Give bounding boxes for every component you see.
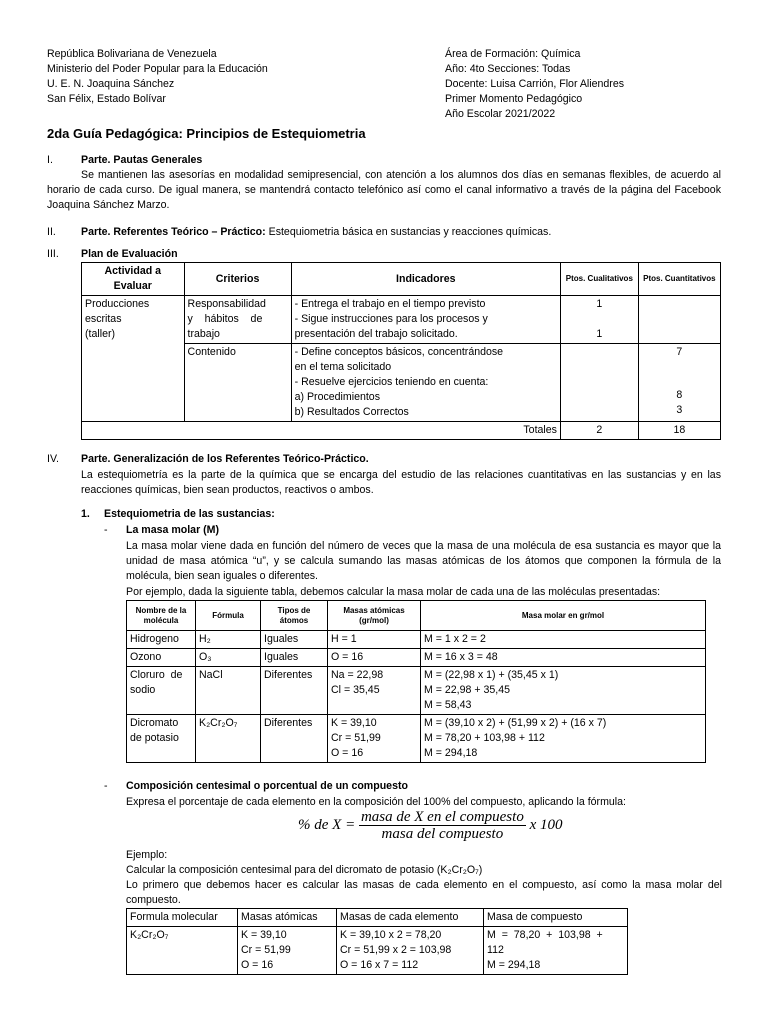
col-atomic-masses: Masas atómicas: [238, 909, 337, 927]
mass-line: Na = 22,98: [331, 669, 384, 681]
name-line: Cloruro de: [130, 669, 183, 681]
molar-mass: M = 16 x 3 = 48: [421, 649, 706, 667]
molar-mass: [421, 667, 706, 715]
quantitative-value: 8: [676, 389, 683, 401]
page-title: 2da Guía Pedagógica: Principios de Estequiometria: [47, 126, 366, 141]
subsection-1-heading: [81, 507, 721, 522]
col-indicators: Indicadores: [291, 263, 560, 296]
molar-line: M = (22,98 x 1) + (35,45 x 1): [424, 669, 559, 681]
col-compound-mass: Masa de compuesto: [484, 909, 628, 927]
element-mass-line: Cr = 51,99 x 2 = 103,98: [340, 944, 452, 956]
molecule-name: Ozono: [127, 649, 196, 667]
header-right-line: Primer Momento Pedagógico: [445, 93, 583, 105]
part2-text: Estequiometria básica en sustancias y reacciones químicas.: [265, 226, 552, 238]
atomic-masses-cell: [238, 927, 337, 975]
criteria-line: trabajo: [187, 328, 220, 340]
molecule-name: [127, 667, 196, 715]
indicator-line: - Sigue instrucciones para los procesos y: [294, 313, 488, 325]
header-left-line: U. E. N. Joaquina Sánchez: [47, 78, 175, 90]
criteria-line: Responsabilidad: [187, 298, 266, 310]
molecule-name: [127, 715, 196, 763]
activity-line: escritas: [85, 313, 122, 325]
mass-line: K = 39,10: [331, 717, 377, 729]
part3-title: Plan de Evaluación: [81, 248, 178, 260]
activity-line: (taller): [85, 328, 116, 340]
header-right: [445, 47, 624, 122]
compound-line: 112: [487, 944, 504, 956]
atomic-mass: [328, 715, 421, 763]
part1-title: Parte. Pautas Generales: [81, 154, 203, 166]
qualitative-value: 1: [596, 298, 603, 310]
qualitative-cell: [560, 344, 638, 422]
atomic-mass: O = 16: [328, 649, 421, 667]
indicator-line: a) Procedimientos: [294, 391, 380, 403]
bullet-dash: -: [104, 780, 108, 792]
atom-type: Diferentes: [261, 667, 328, 715]
quantitative-value: 7: [676, 346, 683, 358]
col-qualitative: Ptos. Cualitativos: [560, 263, 638, 296]
composition-table: [126, 908, 628, 975]
molar-line: M = 78,20 + 103,98 + 112: [424, 732, 545, 744]
subsection-1-title: Estequiometria de las sustancias:: [104, 508, 275, 520]
formula-left: % de X =: [298, 817, 356, 833]
evaluation-table: [81, 262, 721, 440]
table-row: [127, 649, 706, 667]
molar-line: M = 58,43: [424, 699, 472, 711]
molecule-formula: NaCl: [196, 667, 261, 715]
percent-formula: [298, 809, 563, 842]
part3-num: III.: [47, 248, 59, 260]
formula-numerator: masa de X en el compuesto: [360, 809, 524, 825]
name-line: de potasio: [130, 732, 179, 744]
totals-label: Totales: [82, 422, 561, 440]
indicators-cell: [291, 344, 560, 422]
subsection-1-num: 1.: [81, 508, 90, 520]
example-text: Calcular la composición centesimal para del dicromato de potasio (K₂Cr₂O₇): [126, 864, 483, 876]
element-mass-line: K = 39,10 x 2 = 78,20: [340, 929, 442, 941]
qualitative-cell: [560, 296, 638, 344]
example-text-2: Lo primero que debemos hacer es calcular las masas de cada elemento en el compuesto, así como la masa molar del compuesto.: [126, 879, 722, 906]
formula-fraction: [359, 809, 526, 842]
col-formula: Formula molecular: [127, 909, 238, 927]
col-molecule-name: Nombre de la molécula: [127, 601, 196, 631]
table-row: [127, 715, 706, 763]
part4-num: IV.: [47, 453, 59, 465]
atomic-mass: [328, 667, 421, 715]
indicator-line: - Entrega el trabajo en el tiempo previsto: [294, 298, 486, 310]
compound-line: M = 294,18: [487, 959, 541, 971]
col-element-masses: Masas de cada elemento: [337, 909, 484, 927]
element-masses-cell: [337, 927, 484, 975]
part4-heading: [47, 452, 727, 467]
part2-heading: [47, 225, 727, 240]
table-row: [127, 927, 628, 975]
molar-mass-text: La masa molar viene dada en función del número de veces que la masa de una molécula de esa sustancia es mayor que la unidad de masa atómica “u”, y se calcula sumando las masas atómicas de los átomos que componen la fórmula de la molécula, bien sean iguales o diferentes.: [126, 540, 721, 582]
molar-mass-example: Por ejemplo, dada la siguiente tabla, debemos calcular la masa molar de cada una de las moléculas presentadas:: [126, 586, 661, 598]
header-left-line: República Bolivariana de Venezuela: [47, 48, 217, 60]
mass-line: Cr = 51,99: [331, 732, 381, 744]
molar-mass-table: [126, 600, 706, 763]
quantitative-cell: [638, 296, 720, 344]
indicator-line: presentación del trabajo solicitado.: [294, 328, 458, 340]
atom-type: Iguales: [261, 649, 328, 667]
molar-line: M = (39,10 x 2) + (51,99 x 2) + (16 x 7): [424, 717, 607, 729]
qualitative-value: 1: [596, 328, 603, 340]
mass-line: O = 16: [241, 959, 274, 971]
table-row: [127, 631, 706, 649]
molar-line: M = 294,18: [424, 747, 478, 759]
molar-line: M = 22,98 + 35,45: [424, 684, 510, 696]
formula-cell: K₂Cr₂O₇: [127, 927, 238, 975]
table-row: [127, 667, 706, 715]
indicator-line: - Resuelve ejercicios teniendo en cuenta:: [294, 376, 489, 388]
molar-mass-heading: [104, 523, 724, 538]
activity-line: Producciones: [85, 298, 150, 310]
activity-cell: [82, 296, 185, 422]
col-formula: Fórmula: [196, 601, 261, 631]
col-atom-types: Tipos de átomos: [261, 601, 328, 631]
example-label: Ejemplo:: [126, 849, 168, 861]
composition-text: Expresa el porcentaje de cada elemento en la composición del 100% del compuesto, aplicando la fórmula:: [126, 796, 626, 808]
name-line: Dicromato: [130, 717, 179, 729]
molar-mass: [421, 715, 706, 763]
col-molar-mass: Masa molar en gr/mol: [421, 601, 706, 631]
indicator-line: - Define conceptos básicos, concentrándose: [294, 346, 504, 358]
col-activity: Actividad a Evaluar: [82, 263, 185, 296]
total-quantitative: 18: [638, 422, 720, 440]
col-atomic-masses: Masas atómicas (gr/mol): [328, 601, 421, 631]
formula-right: x 100: [529, 817, 563, 833]
col-quantitative: Ptos. Cuantitativos: [638, 263, 720, 296]
formula-denominator: masa del compuesto: [381, 826, 504, 842]
total-qualitative: 2: [560, 422, 638, 440]
col-criteria: Criterios: [184, 263, 291, 296]
part1-text: Se mantienen las asesorías en modalidad semipresencial, con atención a los alumnos dos días en semanas flexibles, de acuerdo al horario de cada curso. De igual manera, se mantendrá contacto telefónico así como el canal informativo a través de la página del Facebook Joaquina Sánchez Marzo.: [47, 169, 721, 211]
part2-num: II.: [47, 226, 56, 238]
indicator-line: en el tema solicitado: [294, 361, 392, 373]
compound-mass-cell: [484, 927, 628, 975]
table-header-row: [82, 263, 721, 296]
indicators-cell: [291, 296, 560, 344]
indicator-line: b) Resultados Correctos: [294, 406, 409, 418]
criteria-cell: Contenido: [184, 344, 291, 422]
header-left-line: San Félix, Estado Bolívar: [47, 93, 166, 105]
part4-text: La estequiometría es la parte de la química que se encarga del estudio de las relaciones cuantitativas en las sustancias y en las reacciones químicas, bien sean productos, reactivos o ambos.: [81, 469, 721, 496]
molecule-formula: O₃: [196, 649, 261, 667]
molar-mass-title: La masa molar (M): [126, 524, 220, 536]
molecule-formula: H₂: [196, 631, 261, 649]
table-row: [82, 296, 721, 344]
atom-type: Iguales: [261, 631, 328, 649]
part4-title: Parte. Generalización de los Referentes Teórico-Práctico.: [81, 453, 369, 465]
mass-line: Cl = 35,45: [331, 684, 380, 696]
bullet-dash: -: [104, 524, 108, 536]
element-mass-line: O = 16 x 7 = 112: [340, 959, 419, 971]
atom-type: Diferentes: [261, 715, 328, 763]
compound-line: M = 78,20 + 103,98 +: [487, 929, 603, 941]
part1-heading: [47, 153, 727, 168]
header-left: [47, 47, 268, 107]
table-header-row: [127, 601, 706, 631]
part3-heading: [47, 247, 727, 262]
molar-mass: M = 1 x 2 = 2: [421, 631, 706, 649]
composition-heading: [104, 779, 724, 794]
part1-num: I.: [47, 154, 53, 166]
molecule-formula: K₂Cr₂O₇: [196, 715, 261, 763]
header-left-line: Ministerio del Poder Popular para la Educación: [47, 63, 268, 75]
criteria-line: y hábitos de: [187, 313, 263, 325]
header-right-line: Área de Formación: Química: [445, 48, 581, 60]
header-right-line: Año Escolar 2021/2022: [445, 108, 556, 120]
mass-line: Cr = 51,99: [241, 944, 291, 956]
totals-row: [82, 422, 721, 440]
composition-title: Composición centesimal o porcentual de un compuesto: [126, 780, 408, 792]
part2-title: Parte. Referentes Teórico – Práctico:: [81, 226, 266, 238]
header-right-line: Docente: Luisa Carrión, Flor Aliendres: [445, 78, 625, 90]
atomic-mass: H = 1: [328, 631, 421, 649]
quantitative-cell: [638, 344, 720, 422]
criteria-cell: [184, 296, 291, 344]
mass-line: K = 39,10: [241, 929, 287, 941]
table-header-row: [127, 909, 628, 927]
name-line: sodio: [130, 684, 156, 696]
quantitative-value: 3: [676, 404, 683, 416]
mass-line: O = 16: [331, 747, 364, 759]
molecule-name: Hidrogeno: [127, 631, 196, 649]
header-right-line: Año: 4to Secciones: Todas: [445, 63, 571, 75]
